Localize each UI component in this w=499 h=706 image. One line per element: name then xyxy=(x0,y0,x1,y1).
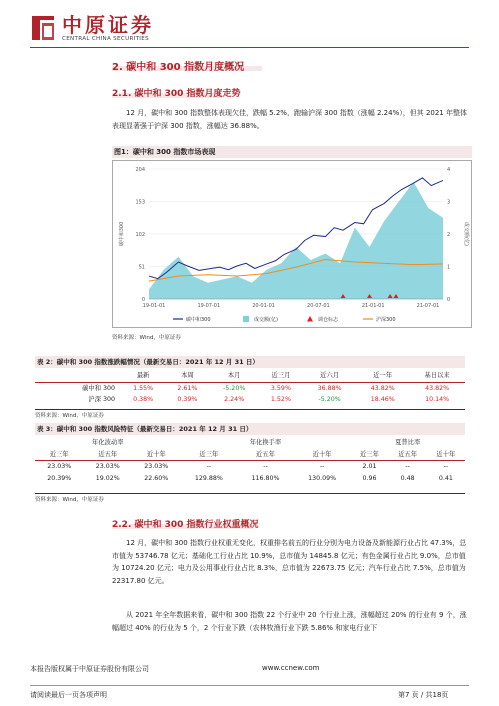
table-cell: 130.09% xyxy=(308,474,337,482)
table-cell: 23.03% xyxy=(95,463,120,470)
table-cell: -- xyxy=(443,463,449,470)
left-tick-label: 102 xyxy=(135,232,145,238)
table-cell: 43.82% xyxy=(370,384,395,392)
paragraph-trend: 12 月，碳中和 300 指数整体表现欠佳，跌幅 5.2%，跑输沪深 300 指数（涨幅 2.24%），但其 2021 年整体表现显著强于沪深 300 指数，涨幅达 36.88%。 xyxy=(112,109,467,130)
table3-caption: 表 3：碳中和 300 指数风险特征（最新交易日：2021 年 12 月 31 日） xyxy=(35,423,465,435)
x-tick-label: 20-01-01 xyxy=(252,303,275,309)
table-row xyxy=(35,461,465,473)
returns-table xyxy=(35,370,465,406)
legend-label: 调仓标志 xyxy=(318,317,339,323)
table3-group-header: 年化波动率 xyxy=(92,439,124,446)
x-tick-label: 19-01-01 xyxy=(142,303,166,309)
page-number: 第7 页 / 共18页 xyxy=(398,691,449,699)
table-cell: 2.01 xyxy=(362,463,377,470)
brand-name-en: CENTRAL CHINA SECURITIES xyxy=(62,36,149,42)
paragraph-weights: 12 月，碳中和 300 指数行业权重无变化，权重排名前五的行业分别为电力设备及新能源行业占比 47.3%，总市值为 53746.78 亿元；基础化工行业占比 10.9%，总市值为 14845.8 亿元；有色金属行业占比 9.0%，总市值为 10724.20 亿元；电力及公用事业行业占比 8.3%，总市值为 22673.75 亿元；汽车行业占比 7.5%，总市值为 22317.80 亿元。 xyxy=(112,539,467,585)
figure-title: 图1：碳中和 300 指数市场表现 xyxy=(112,146,472,158)
legend-swatch xyxy=(307,316,313,322)
legend-label: 碳中和300 xyxy=(186,317,211,323)
table3-header-cell: 近十年 xyxy=(427,449,465,461)
table-cell: 3.59% xyxy=(270,384,291,392)
right-axis-title: 成交额(亿) xyxy=(463,222,469,246)
table-cell: 0.96 xyxy=(362,474,377,482)
table-cell: -- xyxy=(206,463,212,470)
left-tick-label: 51 xyxy=(138,264,145,271)
table2-header-cell: 基日以来 xyxy=(409,370,465,382)
table3-header-cell: 近十年 xyxy=(294,449,351,461)
table-cell: 2.61% xyxy=(177,384,198,392)
table2-header-cell: 本周 xyxy=(165,370,209,382)
left-axis-title: 碳中和300 xyxy=(119,221,125,247)
left-tick-label: 0 xyxy=(141,297,145,303)
table-cell: -- xyxy=(319,463,325,470)
table2-header-cell: 本月 xyxy=(210,370,259,382)
table-cell: 1.52% xyxy=(270,396,291,403)
table2-caption: 表 2：碳中和 300 指数涨跌幅情况（最新交易日：2021 年 12 月 31 日） xyxy=(35,356,465,368)
row-label: 沪深 300 xyxy=(88,396,116,403)
brand-name-cn: 中原证券 xyxy=(62,13,154,37)
paragraph-annual: 从 2021 年全年数据来看，碳中和 300 指数 22 个行业中 20 个行业上涨，涨幅超过 20% 的行业有 9 个，涨幅超过 40% 的行业为 5 个，2 个行业下跌（农林牧渔行业下跌 5.86% 和家电行业下 xyxy=(112,611,467,632)
table-row xyxy=(35,394,465,406)
table3-header-cell: 近三年 xyxy=(181,449,238,461)
table3-header-cell: 近五年 xyxy=(84,449,133,461)
table-cell: 22.60% xyxy=(144,474,169,482)
table-cell: 0.48 xyxy=(400,474,415,482)
footer-disclaimer: 请阅读最后一页各项声明 xyxy=(30,691,107,699)
table-cell: -- xyxy=(263,463,268,470)
figure-source: 资料来源：Wind，中原证券 xyxy=(112,335,181,341)
table3-header-cell: 近三年 xyxy=(350,449,388,461)
table-cell: 0.39% xyxy=(177,396,198,403)
table-cell: -- xyxy=(405,463,410,470)
table-cell: 18.46% xyxy=(370,396,395,403)
table-row xyxy=(35,473,465,485)
table-cell: -5.20% xyxy=(318,396,341,403)
right-tick-label: 4 xyxy=(447,167,451,173)
table3-bottom-rule xyxy=(35,493,465,494)
table2-source: 资料来源：Wind，中原证券 xyxy=(35,413,104,419)
table-cell: 0.38% xyxy=(133,396,154,403)
table-cell: 36.88% xyxy=(317,384,342,392)
x-tick-label: 20-07-01 xyxy=(307,303,330,309)
table-cell: 1.55% xyxy=(133,384,154,392)
table2-header-cell xyxy=(35,370,121,382)
index-performance-chart xyxy=(113,161,473,329)
footer-divider xyxy=(30,685,469,686)
table3-group-header: 夏普比率 xyxy=(395,439,421,446)
row-label: 碳中和 300 xyxy=(82,384,116,392)
table-cell: 23.03% xyxy=(47,463,72,470)
table3-header-cell: 近五年 xyxy=(389,449,427,461)
table3-header-cell: 近三年 xyxy=(35,449,84,461)
table2-header-cell: 近六月 xyxy=(303,370,356,382)
left-tick-label: 153 xyxy=(135,199,145,206)
table2-header-cell: 近一年 xyxy=(356,370,409,382)
legend-label: 成交额(亿) xyxy=(254,317,278,323)
volume-area xyxy=(149,182,443,299)
table2-header-cell: 最新 xyxy=(121,370,165,382)
chart-frame xyxy=(112,160,472,328)
table2-header-cell: 近三月 xyxy=(259,370,303,382)
table-cell: 2.24% xyxy=(224,396,245,403)
legend-swatch xyxy=(243,316,249,322)
table-cell: 19.02% xyxy=(95,474,120,482)
table3-source: 资料来源：Wind，中原证券 xyxy=(35,497,104,503)
right-tick-label: 1 xyxy=(447,264,451,271)
right-tick-label: 0 xyxy=(447,297,451,303)
x-tick-label: 19-07-01 xyxy=(197,303,221,309)
left-tick-label: 204 xyxy=(135,167,145,173)
table-row xyxy=(35,382,465,394)
table3-header-cell: 近十年 xyxy=(132,449,181,461)
section-title: 2. 碳中和 300 指数月度概况 xyxy=(112,62,245,73)
header-divider xyxy=(30,47,469,48)
table-cell: 129.88% xyxy=(194,474,223,482)
table-cell: 116.80% xyxy=(251,474,280,482)
risk-table xyxy=(35,437,465,484)
right-tick-label: 2 xyxy=(447,232,451,238)
table-cell: 43.82% xyxy=(425,384,450,392)
logo-mark-icon xyxy=(30,14,56,42)
table-cell: 23.03% xyxy=(144,463,169,470)
brand-logo xyxy=(30,14,230,46)
footer-copyright: 本报告版权属于中原证券股份有限公司 xyxy=(30,665,149,673)
table-cell: 10.14% xyxy=(425,396,450,403)
table-cell: -5.20% xyxy=(223,384,246,392)
section22-title: 2.2. 碳中和 300 指数行业权重概况 xyxy=(112,520,259,530)
table2-bottom-rule xyxy=(35,409,465,410)
x-tick-label: 21-01-01 xyxy=(361,303,385,309)
subsection-title: 2.1. 碳中和 300 指数月度走势 xyxy=(112,89,241,99)
table-cell: 20.39% xyxy=(47,474,72,482)
table3-header-cell: 近五年 xyxy=(237,449,294,461)
table-cell: 0.41 xyxy=(438,474,453,482)
right-tick-label: 3 xyxy=(447,199,451,206)
table3-group-header: 年化换手率 xyxy=(249,439,282,446)
x-tick-label: 21-07-01 xyxy=(416,303,440,309)
footer-website[interactable]: www.ccnew.com xyxy=(262,664,320,672)
legend-label: 沪深300 xyxy=(376,317,396,323)
